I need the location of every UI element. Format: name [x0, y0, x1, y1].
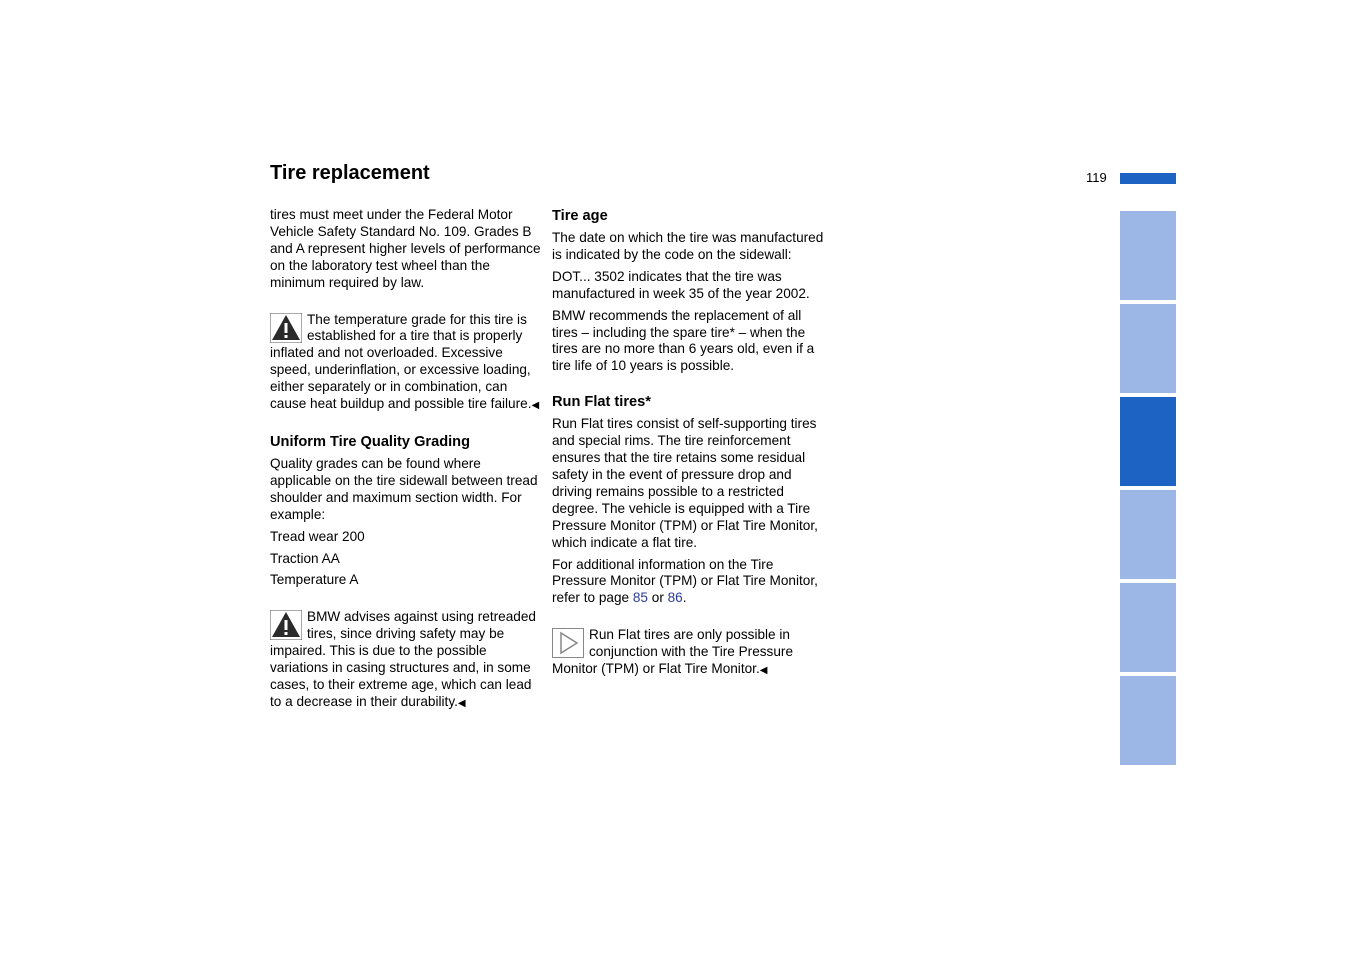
tab-overview[interactable]: Overview — [1120, 211, 1176, 300]
tab-data[interactable]: Data — [1120, 583, 1176, 672]
warning-triangle-icon — [270, 610, 302, 640]
end-mark-icon: ◀ — [531, 400, 540, 412]
example-traction: Traction AA — [270, 550, 340, 566]
paragraph-run-flat-description: Run Flat tires consist of self-supporting tires and special rims. The tire reinforcement ensures that the tire retains some residual safety in the event of pressure drop and driving remains possible to a restricted degree. The vehicle is equipped with a Tire Pressure Monitor (TPM) or Flat Tire Monitor, which indicate a flat tire. — [552, 416, 818, 550]
note-text: Run Flat tires are only possible in conjunction with the Tire Pressure Monitor (TPM) or Flat Tire Monitor. — [552, 627, 794, 677]
end-mark-icon: ◀ — [759, 665, 768, 677]
warning-temperature-grade — [270, 312, 542, 415]
tab-repairs[interactable]: Repairs — [1120, 490, 1176, 579]
warning-triangle-icon — [270, 313, 302, 343]
heading-uniform-grading: Uniform Tire Quality Grading — [270, 433, 471, 450]
warning-text: The temperature grade for this tire is established for a tire that is properly inflated and not overloaded. Excessive speed, underinflation, or excessive loading, either separately or in combination, can cause heat buildup and possible tire failure. — [270, 311, 532, 412]
example-temperature: Temperature A — [270, 572, 359, 588]
note-run-flat-tpm — [552, 627, 824, 680]
page-link-85[interactable]: 85 — [632, 590, 648, 606]
paragraph-quality-grades: Quality grades can be found where applicable on the tire sidewall between tread shoulder and maximum section width. For example: — [270, 455, 538, 522]
page-link-86[interactable]: 86 — [667, 590, 683, 606]
page-number: 119 — [1086, 170, 1107, 185]
column-right — [552, 207, 824, 685]
tab-maintenance[interactable]: Maintenance — [1120, 397, 1176, 486]
tab-index[interactable]: Index — [1120, 676, 1176, 765]
column-left — [270, 207, 542, 718]
tab-controls[interactable]: Controls — [1120, 304, 1176, 393]
page-number-bar — [1120, 173, 1176, 184]
paragraph-federal-standard: tires must meet under the Federal Motor Vehicle Safety Standard No. 109. Grades B and A represent higher levels of performance on the laboratory test wheel than the minimum required by law. — [270, 207, 541, 290]
paragraph-additional-info: For additional information on the Tire Pressure Monitor (TPM) or Flat Tire Monitor, refer to page 85 or 86. — [552, 556, 818, 606]
warning-retreaded-tires — [270, 609, 542, 712]
example-tread-wear: Tread wear 200 — [270, 528, 365, 544]
heading-run-flat: Run Flat tires* — [552, 394, 651, 411]
paragraph-replacement-recommendation: BMW recommends the replacement of all tires – including the spare tire* – when the tires are no more than 6 years old, even if a tire life of 10 years is possible. — [552, 307, 815, 374]
end-mark-icon: ◀ — [457, 697, 466, 709]
page-title: Tire replacement — [270, 162, 430, 184]
note-arrow-icon — [552, 628, 584, 658]
warning-text: BMW advises against using retreaded tires, since driving safety may be impaired. This is due to the possible variations in casing structures and, in some cases, to their extreme age, which can lead to a decrease in their durability. — [270, 609, 536, 709]
paragraph-dot-example: DOT... 3502 indicates that the tire was manufactured in week 35 of the year 2002. — [552, 268, 810, 301]
heading-tire-age: Tire age — [552, 208, 608, 224]
paragraph-date-code: The date on which the tire was manufactured is indicated by the code on the sidewall: — [552, 230, 824, 262]
